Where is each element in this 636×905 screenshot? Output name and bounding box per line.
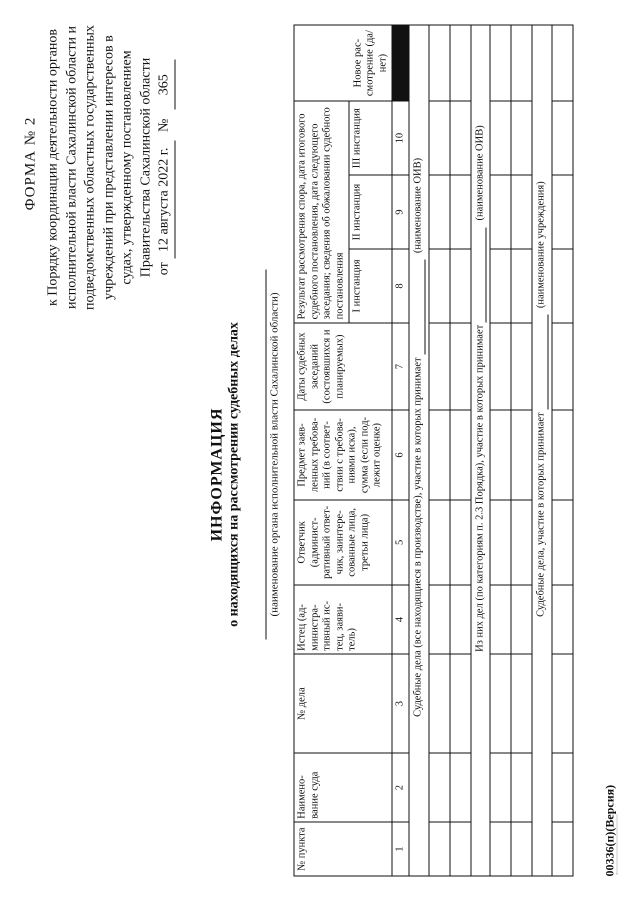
table-row — [511, 25, 532, 876]
column-number: 2 — [392, 753, 409, 822]
table-row — [429, 25, 450, 876]
header-cell-hearing-dates: Даты судебных заседаний (состоявшихся и планируемых) — [294, 323, 392, 410]
court-cases-table — [294, 25, 574, 877]
column-number: 3 — [392, 654, 409, 753]
redacted-cell — [392, 25, 409, 101]
header-cell-claim-subject: Предмет заяв-ленных требова-ний (в соответ-ствии с требова-ниями иска), сумма (если под-лежит оценке) — [294, 410, 392, 500]
fill-line — [537, 315, 548, 410]
header-cell-instance-1: I инстанция — [349, 249, 392, 323]
table-header-row — [294, 25, 349, 876]
column-number: 1 — [392, 822, 409, 876]
document-subtitle: о находящихся на рассмотрении судебных делах — [226, 322, 242, 627]
appendix-line: судах, утвержденному постановлением — [119, 50, 135, 285]
column-numbers-row — [392, 25, 409, 876]
column-number: 10 — [392, 101, 409, 175]
column-number: 9 — [392, 175, 409, 249]
document-title: ИНФОРМАЦИЯ — [208, 407, 226, 542]
fill-line — [476, 227, 487, 322]
table-row — [490, 25, 511, 876]
column-number: 6 — [392, 410, 409, 500]
section-row — [409, 25, 429, 876]
appendix-line: исполнительной власти Сахалинской области и — [64, 26, 79, 309]
fill-line — [414, 260, 425, 355]
header-cell-item-no: № пункта — [294, 822, 392, 876]
decree-date: 12 августа 2022 г. — [156, 141, 176, 259]
header-cell-instance-2: II инстанция — [349, 175, 392, 249]
header-cell-new-review: Новое рас-смотрение (да/нет) — [294, 25, 392, 101]
decree-number-label: № — [156, 118, 172, 132]
section-label: Из них дел (по категориям п. 2.3 Порядка), участие в которых принимает — [474, 324, 485, 652]
header-cell-plaintiff: Истец (ад-министра-тивный ис-тец, заяви-тель) — [294, 585, 392, 654]
org-name-fill-line — [266, 270, 267, 640]
appendix-line: учреждений при представлении интересов в — [101, 35, 116, 300]
column-number: 7 — [392, 323, 409, 410]
section-caption: (наименование ОИВ) — [474, 125, 485, 221]
section-label: Судебные дела, участие в которых принимает — [535, 412, 547, 617]
section-caption: (наименование учреждения) — [535, 181, 547, 309]
column-number: 8 — [392, 249, 409, 323]
appendix-line: Правительства Сахалинской области — [138, 57, 153, 278]
header-cell-court: Наимено-вание суда — [294, 753, 392, 822]
header-cell-case-no: № дела — [294, 654, 392, 753]
appendix-line: подведомственных областных государственных — [82, 25, 98, 310]
appendix-line: к Порядку координации деятельности органов — [45, 29, 61, 306]
header-cell-defendant: Ответчик (админист-ративный ответ-чик, заинтере-сованные лица, третьи лица) — [294, 500, 392, 585]
table-row — [450, 25, 471, 876]
column-number: 4 — [392, 585, 409, 654]
appendix-block — [45, 13, 176, 323]
decree-row — [156, 13, 176, 323]
section-row — [532, 25, 552, 876]
section-label: Судебные дела (все находящиеся в производстве), участие в которых принимает — [412, 357, 424, 717]
section-cell — [409, 25, 429, 876]
header-cell-result-group: Результат рассмотрения спора, дата итогового судебного постановления, дата следующего заседания; сведения об обжаловании судебного постановления — [294, 101, 349, 323]
column-number: 5 — [392, 500, 409, 585]
section-cell — [532, 25, 552, 876]
section-cell — [471, 25, 491, 876]
org-name-caption: (наименование органа исполнительной власти Сахалинской области) — [268, 292, 281, 617]
decree-from-label: от — [156, 262, 172, 276]
section-caption: (наименование ОИВ) — [412, 157, 424, 254]
header-cell-instance-3: III инстанция — [349, 101, 392, 175]
form-number: ФОРМА № 2 — [22, 116, 39, 211]
table-row — [552, 25, 573, 876]
scan-artifact — [617, 815, 621, 875]
decree-number: 365 — [156, 60, 176, 110]
section-row — [471, 25, 491, 876]
form-code-footer: 00336(п)(Версия) — [602, 784, 617, 877]
rotated-document-page — [11, 10, 627, 895]
